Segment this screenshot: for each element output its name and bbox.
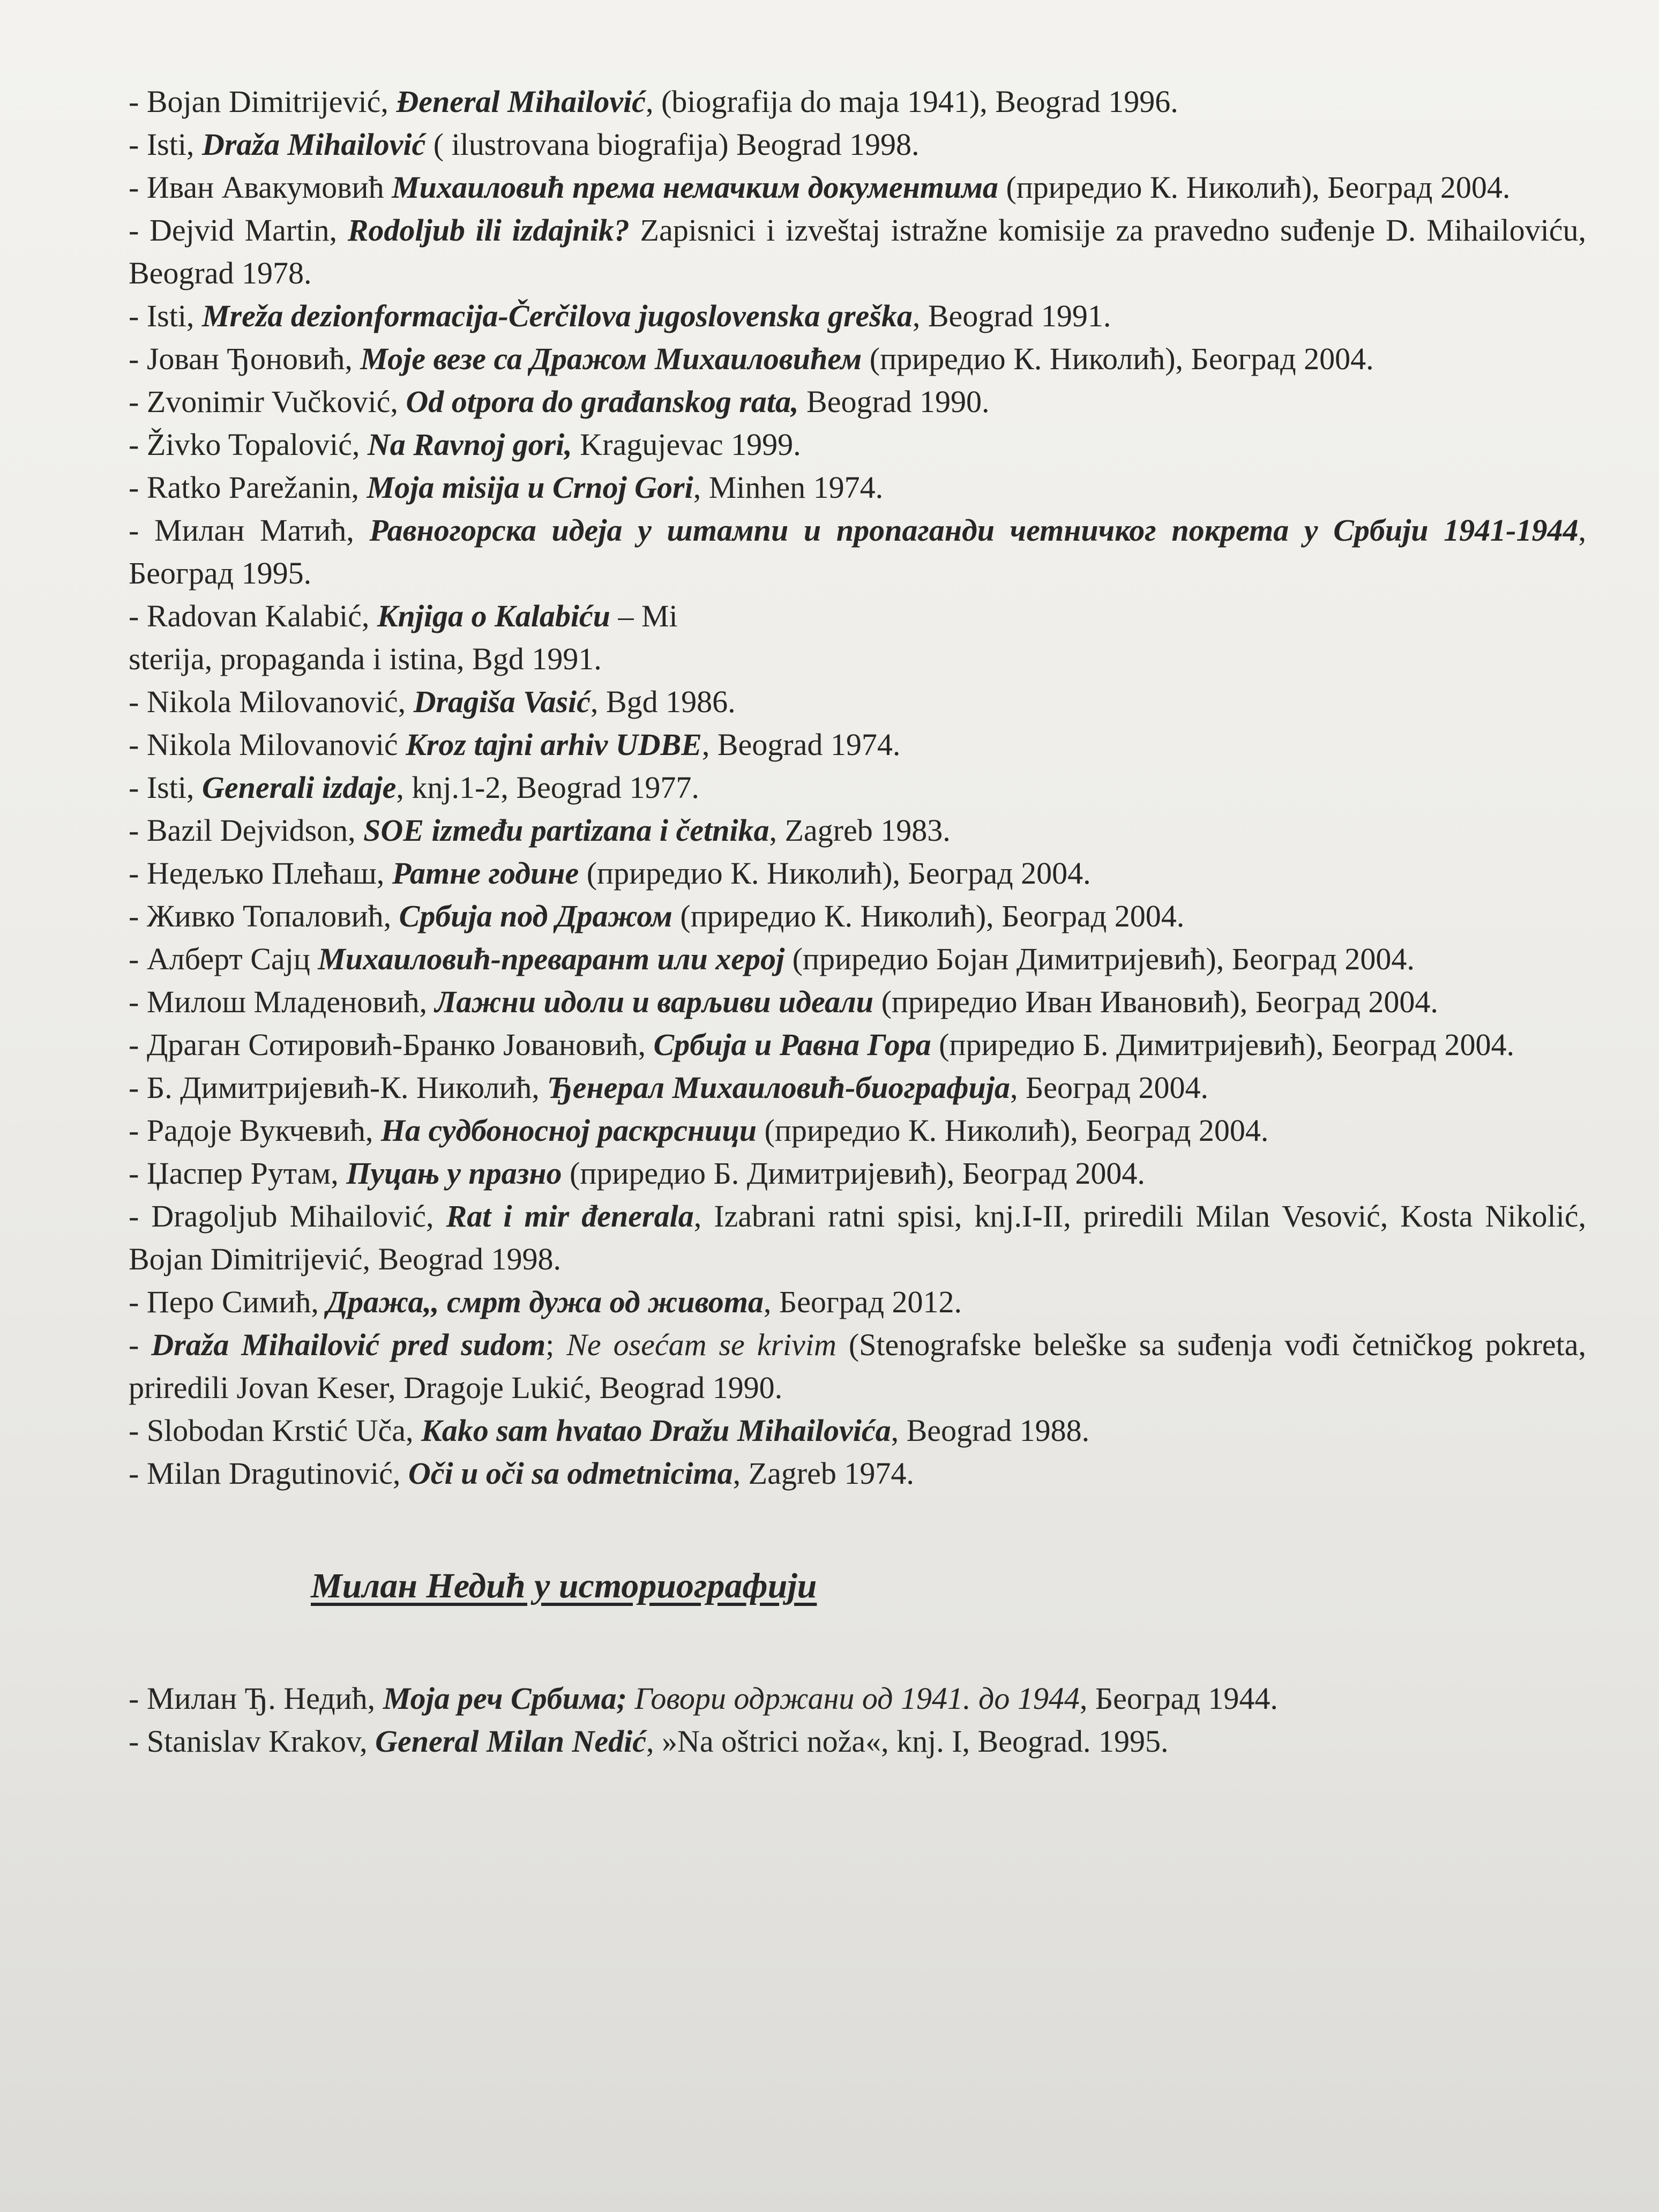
entry-title: Mreža dezionformacija-Čerčilova jugoslovenska greška	[201, 298, 913, 333]
entry-title: Равногорска идеја у штампи и пропаганди четничког покрета у Србији 1941-1944	[369, 513, 1579, 548]
entry-author: - Недељко Плећаш,	[129, 856, 392, 891]
entry-details: , »Na oštrici noža«, knj. I, Beograd. 1995.	[646, 1724, 1169, 1759]
entry-title: Oči u oči sa odmetnicima	[408, 1456, 733, 1491]
bibliography-entry	[129, 595, 1586, 681]
entry-author: - Isti,	[129, 127, 202, 162]
entry-details: , Београд 2004.	[1010, 1070, 1209, 1105]
entry-details: (приредио Б. Димитријевић), Београд 2004.	[562, 1156, 1145, 1191]
entry-author: - Dragoljub Mihailović,	[129, 1199, 446, 1234]
entry-title: Србија под Дражом	[399, 899, 672, 933]
bibliography-entry	[129, 681, 1586, 723]
entry-title: Дража,, смрт дужа од живота	[326, 1284, 764, 1319]
entry-details: (приредио Бојан Димитријевић), Београд 2004.	[784, 941, 1415, 976]
entry-details: , Beograd 1988.	[891, 1413, 1090, 1448]
bibliography-entry	[129, 423, 1586, 466]
entry-author: - Nikola Milovanović,	[129, 684, 414, 719]
bibliography-entry	[129, 338, 1586, 380]
bibliography-entry	[129, 80, 1586, 123]
entry-author: - Перо Симић,	[129, 1284, 327, 1319]
entry-title: Kako sam hvatao Dražu Mihailovića	[421, 1413, 891, 1448]
bibliography-entry	[129, 123, 1586, 166]
bibliography-entry	[129, 981, 1586, 1023]
entry-title: General Milan Nedić	[375, 1724, 647, 1759]
entry-details: , Zagreb 1983.	[769, 813, 951, 848]
entry-details-rest: (Stenografske beleške sa suđenja vođi četničkog pokreta, priredili Jovan Keser, Dragoje Lukić, Beograd 1990.	[129, 1327, 1586, 1405]
entry-title: Moja misija u Crnoj Gori	[367, 470, 693, 505]
entry-title: Knjiga o Kalabiću	[377, 599, 610, 633]
bibliography-entry	[129, 1152, 1586, 1195]
bibliography-list-mihailovic	[129, 80, 1586, 1495]
entry-details: (приредио К. Николић), Београд 2004.	[756, 1113, 1269, 1148]
entry-details-rest: , Београд 1944.	[1079, 1681, 1278, 1716]
entry-title: Ратне године	[392, 856, 579, 891]
entry-title: Od otpora do građanskog rata,	[406, 384, 799, 419]
bibliography-entry	[129, 766, 1586, 809]
bibliography-entry	[129, 1066, 1586, 1109]
bibliography-entry	[129, 466, 1586, 509]
bibliography-entry	[129, 895, 1586, 938]
entry-title: Михаиловић-преварант или херој	[318, 941, 785, 976]
entry-details: , Minhen 1974.	[693, 470, 884, 505]
bibliography-entry	[129, 1023, 1586, 1066]
entry-details: , Београд 1995.	[129, 513, 1586, 591]
entry-title: Михаиловић према немачким документима	[392, 170, 998, 205]
entry-author: - Slobodan Krstić Uča,	[129, 1413, 422, 1448]
entry-author: - Б. Димитријевић-К. Николић,	[129, 1070, 548, 1105]
entry-details: (приредио К. Николић), Београд 2004.	[862, 341, 1374, 376]
entry-details: , Izabrani ratni spisi, knj.I-II, priredili Milan Vesović, Kosta Nikolić, Bojan Dimitrijević, Beograd 1998.	[129, 1199, 1586, 1276]
entry-author: - Dejvid Martin,	[129, 213, 348, 248]
section-heading: Милан Недић у историографији	[311, 1566, 817, 1605]
entry-details: , Zagreb 1974.	[733, 1456, 914, 1491]
entry-author: - Ratko Parežanin,	[129, 470, 367, 505]
entry-author: - Bazil Dejvidson,	[129, 813, 364, 848]
bibliography-entry	[129, 209, 1586, 295]
entry-details: Beograd 1990.	[798, 384, 990, 419]
entry-details: (приредио Иван Ивановић), Београд 2004.	[873, 984, 1438, 1019]
entry-author: - Živko Topalović,	[129, 427, 368, 462]
entry-title: Na Ravnoj gori,	[367, 427, 572, 462]
entry-title: Draža Mihailović	[201, 127, 426, 162]
bibliography-entry	[129, 1409, 1586, 1452]
bibliography-entry	[129, 1195, 1586, 1281]
entry-details: ( ilustrovana biografija) Beograd 1998.	[425, 127, 920, 162]
entry-details: (приредио Б. Димитријевић), Београд 2004.	[931, 1027, 1514, 1062]
bibliography-list-nedic	[129, 1677, 1586, 1763]
entry-author: - Милан Ђ. Недић,	[129, 1681, 383, 1716]
entry-title: Моје везе са Дражом Михаиловићем	[360, 341, 862, 376]
bibliography-entry	[129, 509, 1586, 595]
entry-author: - Isti,	[129, 770, 202, 805]
bibliography-page	[129, 80, 1586, 1763]
entry-title: Rat i mir đenerala	[446, 1199, 694, 1234]
entry-author: - Stanislav Krakov,	[129, 1724, 376, 1759]
entry-author: - Драган Сотировић-Бранко Јовановић,	[129, 1027, 654, 1062]
entry-details: (приредио К. Николић), Београд 2004.	[998, 170, 1511, 205]
entry-author: - Radovan Kalabić,	[129, 599, 377, 633]
entry-author: - Јован Ђоновић,	[129, 341, 361, 376]
bibliography-entry	[129, 295, 1586, 338]
entry-author: - Zvonimir Vučković,	[129, 384, 406, 419]
entry-title: Пуцањ у празно	[346, 1156, 562, 1191]
entry-title: Generali izdaje	[201, 770, 397, 805]
entry-title: Лажни идоли и варљиви идеали	[435, 984, 874, 1019]
entry-details: , (biografija do maja 1941), Beograd 1996.	[645, 84, 1178, 119]
entry-title: Dragiša Vasić	[413, 684, 591, 719]
entry-details: ;	[545, 1327, 567, 1362]
entry-details: (приредио К. Николић), Београд 2004.	[579, 856, 1091, 891]
entry-title: Ђенерал Михаиловић-биографија	[547, 1070, 1010, 1105]
entry-details: , Београд 2012.	[763, 1284, 962, 1319]
entry-author: - Алберт Сајц	[129, 941, 318, 976]
entry-title: Draža Mihailović pred sudom	[151, 1327, 546, 1362]
entry-author: -	[129, 1327, 152, 1362]
entry-details: Zapisnici i izveštaj istražne komisije za pravedno suđenje D. Mihailoviću, Beograd 1978.	[129, 213, 1587, 290]
entry-author: - Радоје Вукчевић,	[129, 1113, 381, 1148]
entry-title: Rodoljub ili izdajnik?	[347, 213, 630, 248]
bibliography-entry	[129, 1720, 1586, 1763]
entry-details: , knj.1-2, Beograd 1977.	[396, 770, 699, 805]
entry-author: - Isti,	[129, 298, 202, 333]
entry-subtitle: Ne osećam se krivim	[566, 1327, 836, 1362]
entry-details: , Bgd 1986.	[590, 684, 736, 719]
bibliography-entry	[129, 938, 1586, 981]
entry-author: - Живко Топаловић,	[129, 899, 399, 933]
bibliography-entry	[129, 1452, 1586, 1495]
entry-title: SOE između partizana i četnika	[363, 813, 769, 848]
entry-title: Моја реч Србима;	[383, 1681, 627, 1716]
bibliography-entry	[129, 380, 1586, 423]
entry-subtitle: Говори одржани од 1941. до 1944	[626, 1681, 1080, 1716]
bibliography-entry	[129, 1109, 1586, 1152]
entry-details: – Mi sterija, propaganda i istina, Bgd 1991.	[129, 599, 678, 676]
entry-author: - Милош Младеновић,	[129, 984, 435, 1019]
entry-details: , Beograd 1974.	[701, 727, 901, 762]
entry-title: Đeneral Mihailović	[396, 84, 646, 119]
entry-title: На судбоносној раскрсници	[380, 1113, 757, 1148]
bibliography-entry	[129, 852, 1586, 895]
bibliography-entry	[129, 723, 1586, 766]
bibliography-entry	[129, 1324, 1586, 1409]
entry-details: , Beograd 1991.	[912, 298, 1111, 333]
entry-author: - Иван Авакумовић	[129, 170, 392, 205]
entry-details: (приредио К. Николић), Београд 2004.	[672, 899, 1185, 933]
bibliography-entry	[129, 1281, 1586, 1324]
bibliography-entry	[129, 1677, 1586, 1720]
bibliography-entry	[129, 166, 1586, 209]
entry-details: Kragujevac 1999.	[572, 427, 801, 462]
entry-author: - Џаспер Рутам,	[129, 1156, 347, 1191]
entry-author: - Милан Матић,	[129, 513, 370, 548]
entry-author: - Bojan Dimitrijević,	[129, 84, 397, 119]
entry-author: - Nikola Milovanović	[129, 727, 406, 762]
entry-author: - Milan Dragutinović,	[129, 1456, 408, 1491]
entry-title: Србија и Равна Гора	[653, 1027, 931, 1062]
entry-title: Kroz tajni arhiv UDBE	[406, 727, 702, 762]
bibliography-entry	[129, 809, 1586, 852]
